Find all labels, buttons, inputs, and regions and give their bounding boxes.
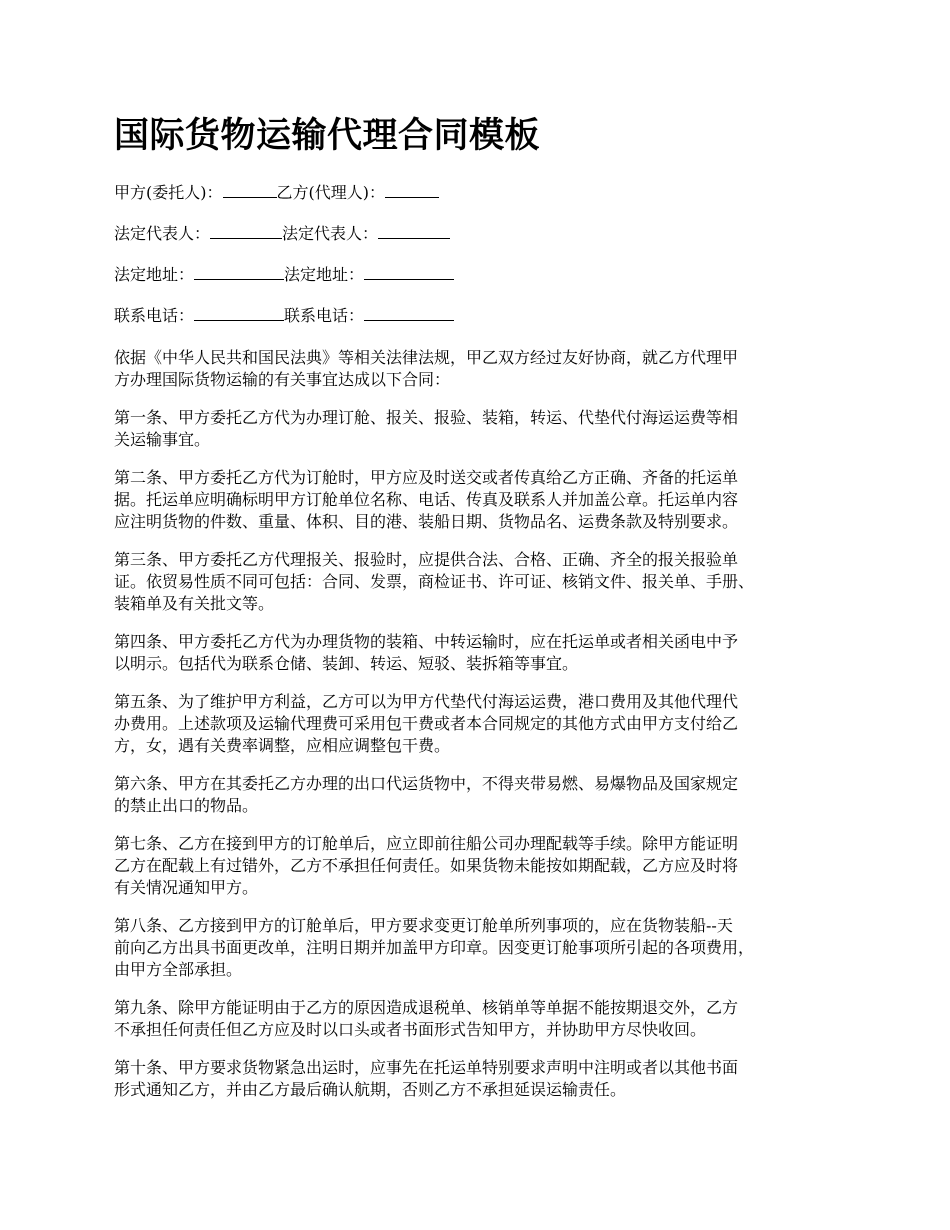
clause-1	[114, 407, 854, 451]
clause-6	[114, 773, 854, 817]
clause-9	[114, 997, 854, 1041]
party-a-address-blank	[194, 265, 284, 280]
text-line: 以明示。包括代为联系仓储、装卸、转运、短驳、装拆箱等事宜。	[114, 654, 579, 673]
text-line: 前向乙方出具书面更改单，注明日期并加盖甲方印章。因变更订舱事项所引起的各项费用，	[114, 938, 755, 957]
text-line: 办费用。上述款项及运输代理费可采用包干费或者本合同规定的其他方式由甲方支付给乙	[114, 714, 739, 733]
text-line: 的禁止出口的物品。	[114, 796, 259, 815]
party-a-phone-blank	[194, 306, 284, 321]
text-line: 依据《中华人民共和国民法典》等相关法律法规，甲乙双方经过友好协商，就乙方代理甲	[114, 348, 739, 367]
clause-8	[114, 915, 854, 981]
clause-5	[114, 691, 854, 757]
clause-7	[114, 833, 854, 899]
text-line: 应注明货物的件数、重量、体积、目的港、装船日期、货物品名、运费条款及特别要求。	[114, 512, 739, 531]
party-names-line	[114, 183, 854, 203]
party-a-representative-label: 法定代表人：	[114, 224, 211, 243]
text-line: 第一条、甲方委托乙方代为办理订舱、报关、报验、装箱，转运、代垫代付海运运费等相	[114, 408, 739, 427]
text-line: 据。托运单应明确标明甲方订舱单位名称、电话、传真及联系人并加盖公章。托运单内容	[114, 490, 739, 509]
clause-10	[114, 1057, 854, 1101]
text-line: 有关情况通知甲方。	[114, 878, 259, 897]
text-line: 第五条、为了维护甲方利益，乙方可以为甲方代垫代付海运运费，港口费用及其他代理代	[114, 692, 739, 711]
party-b-blank	[385, 183, 439, 198]
party-b-address-label: 法定地址：	[284, 265, 365, 284]
clause-2	[114, 467, 854, 533]
text-line: 乙方在配载上有过错外，乙方不承担任何责任。如果货物未能按如期配载，乙方应及时将	[114, 856, 739, 875]
party-a-label: 甲方(委托人)：	[114, 183, 223, 202]
text-line: 第二条、甲方委托乙方代为订舱时，甲方应及时送交或者传真给乙方正确、齐备的托运单	[114, 468, 739, 487]
party-b-representative-label: 法定代表人：	[282, 224, 379, 243]
party-a-phone-label: 联系电话：	[114, 306, 195, 325]
party-a-blank	[223, 183, 277, 198]
party-b-address-blank	[364, 265, 454, 280]
text-line: 装箱单及有关批文等。	[114, 594, 275, 613]
text-line: 第八条、乙方接到甲方的订舱单后，甲方要求变更订舱单所列事项的，应在货物装船--天	[114, 916, 733, 935]
text-line: 方，女，遇有关费率调整，应相应调整包干费。	[114, 736, 451, 755]
text-line: 方办理国际货物运输的有关事宜达成以下合同：	[114, 370, 451, 389]
party-b-phone-label: 联系电话：	[284, 306, 365, 325]
party-a-address-label: 法定地址：	[114, 265, 195, 284]
document-title: 国际货物运输代理合同模板	[114, 116, 541, 156]
contract-page	[114, 112, 854, 1117]
preamble-paragraph	[114, 347, 854, 391]
text-line: 第七条、乙方在接到甲方的订舱单后，应立即前往船公司办理配载等手续。除甲方能证明	[114, 834, 739, 853]
text-line: 第九条、除甲方能证明由于乙方的原因造成退税单、核销单等单据不能按期退交外，乙方	[114, 998, 739, 1017]
party-b-representative-blank	[378, 224, 450, 239]
clause-3	[114, 549, 854, 615]
text-line: 形式通知乙方，并由乙方最后确认航期，否则乙方不承担延误运输责任。	[114, 1080, 627, 1099]
text-line: 第四条、甲方委托乙方代为办理货物的装箱、中转运输时，应在托运单或者相关函电中予	[114, 632, 739, 651]
party-b-label: 乙方(代理人)：	[276, 183, 385, 202]
text-line: 关运输事宜。	[114, 430, 211, 449]
text-line: 证。依贸易性质不同可包括：合同、发票，商检证书、许可证、核销文件、报关单、手册、	[114, 572, 755, 591]
text-line: 第十条、甲方要求货物紧急出运时，应事先在托运单特别要求声明中注明或者以其他书面	[114, 1058, 739, 1077]
party-b-phone-blank	[364, 306, 454, 321]
legal-representative-line	[114, 224, 854, 244]
text-line: 第三条、甲方委托乙方代理报关、报验时，应提供合法、合格、正确、齐全的报关报验单	[114, 550, 739, 569]
party-a-representative-blank	[210, 224, 282, 239]
legal-address-line	[114, 265, 854, 285]
phone-line	[114, 306, 854, 326]
text-line: 不承担任何责任但乙方应及时以口头或者书面形式告知甲方，并协助甲方尽快收回。	[114, 1020, 707, 1039]
clause-4	[114, 631, 854, 675]
text-line: 由甲方全部承担。	[114, 960, 243, 979]
text-line: 第六条、甲方在其委托乙方办理的出口代运货物中，不得夹带易燃、易爆物品及国家规定	[114, 774, 739, 793]
